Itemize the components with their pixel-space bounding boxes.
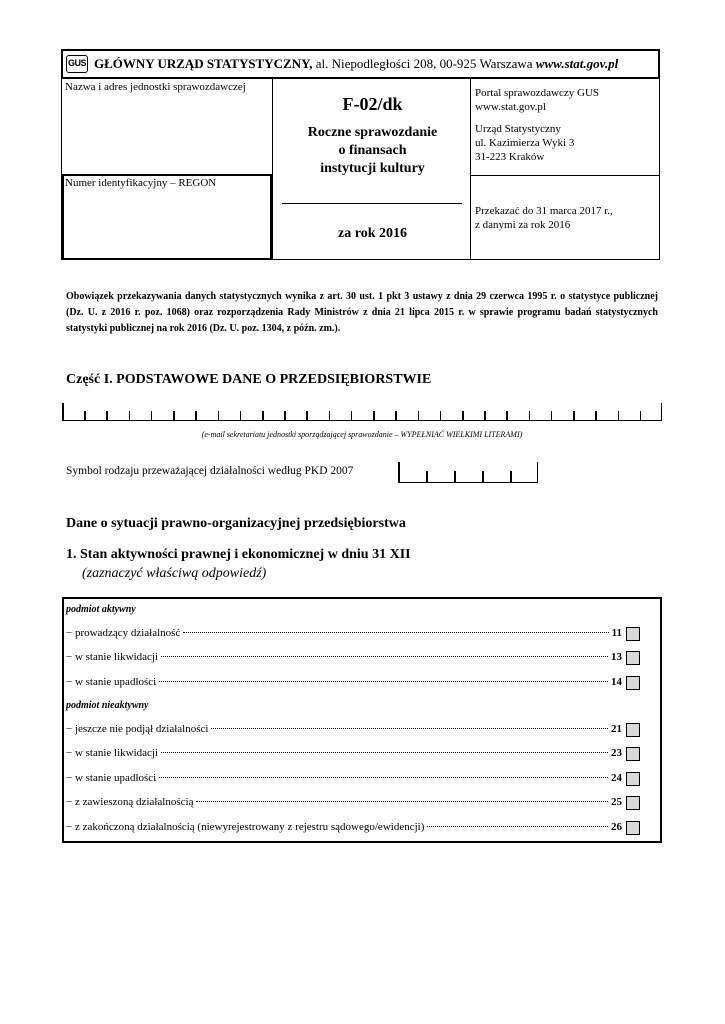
cell-divider (482, 471, 484, 482)
cell-divider (262, 411, 264, 420)
portal-name: Portal sprawozdawczy GUS (475, 87, 600, 99)
form-desc-line: Roczne sprawozdanie (307, 125, 438, 140)
option-row (66, 796, 622, 808)
cell-divider (240, 411, 242, 420)
dot-leader (159, 777, 608, 778)
part-1-title: Część I. PODSTAWOWE DANE O PRZEDSIĘBIORSTWIE (66, 372, 432, 387)
dot-leader (183, 632, 608, 633)
legal-basis-text: Obowiązek przekazywania danych statystycznych wynika z art. 30 ust. 1 pkt 3 ustawy z dnia 29 czerwca 1995 r. o statystyce publicznej (Dz. U. z 2016 r. poz. 1068) oraz rozporządzenia Rady Ministrów z dnia 21 lipca 2015 r. w sprawie programu badań statystycznych statystyki publicznej na rok 2016 (Dz. U. poz. 1304, z późn. zm.). (66, 291, 658, 334)
org-line (94, 56, 618, 72)
cell-divider (373, 411, 375, 420)
form-desc-line: o finansach (338, 143, 407, 158)
option-checkbox-26[interactable] (626, 821, 640, 835)
dot-leader (161, 752, 608, 753)
portal-url[interactable]: www.stat.gov.pl (475, 101, 546, 113)
regon-label: Numer identyfikacyjny – REGON (65, 177, 217, 189)
pkd-input-cells[interactable] (398, 462, 538, 483)
option-checkbox-24[interactable] (626, 772, 640, 786)
option-code: 25 (611, 796, 622, 808)
cell-divider (440, 411, 442, 420)
option-code: 11 (611, 627, 622, 639)
option-row (66, 747, 622, 759)
email-input-cells[interactable] (62, 403, 662, 421)
deadline-line: z danymi za rok 2016 (475, 219, 571, 231)
dot-leader (161, 656, 608, 657)
option-checkbox-14[interactable] (626, 676, 640, 690)
option-code: 26 (611, 821, 622, 833)
option-label: − w stanie upadłości (66, 676, 157, 688)
org-name: GŁÓWNY URZĄD STATYSTYCZNY, (94, 56, 313, 71)
option-row (66, 627, 622, 639)
gus-logo: GUS (66, 55, 88, 73)
group-label-active: podmiot aktywny (66, 604, 136, 615)
form-description (274, 124, 471, 178)
header-divider-3 (470, 175, 660, 176)
deadline-line: Przekazać do 31 marca 2017 r., (475, 205, 613, 217)
option-row (66, 723, 622, 735)
email-caption: (e-mail sekretariatu jednostki sporządzającej sprawozdanie – WYPEŁNIAĆ WIELKIMI LITERAMI) (201, 430, 523, 439)
dot-leader (211, 728, 608, 729)
option-checkbox-25[interactable] (626, 796, 640, 810)
cell-divider (595, 411, 597, 420)
cell-divider (151, 411, 153, 420)
section-title: Dane o sytuacji prawno-organizacyjnej przedsiębiorstwa (66, 516, 406, 531)
cell-divider (510, 471, 512, 482)
dot-leader (159, 681, 608, 682)
option-code: 14 (611, 676, 622, 688)
cell-divider (573, 411, 575, 420)
cell-divider (462, 411, 464, 420)
option-row (66, 772, 622, 784)
deadline-info (475, 204, 613, 232)
form-year: za rok 2016 (338, 226, 407, 241)
option-row (66, 821, 622, 833)
question-hint: (zaznaczyć właściwą odpowiedź) (82, 566, 267, 581)
option-label: − prowadzący działalność (66, 627, 181, 639)
cell-divider (329, 411, 331, 420)
cell-divider (395, 411, 397, 420)
cell-divider (551, 411, 553, 420)
cell-divider (426, 471, 428, 482)
office-city: 31-223 Kraków (475, 151, 545, 163)
header-divider-1 (272, 79, 273, 260)
cell-divider (484, 411, 486, 420)
option-code: 21 (611, 723, 622, 735)
option-code: 13 (611, 651, 622, 663)
cell-divider (284, 411, 286, 420)
portal-info (475, 86, 599, 114)
org-url[interactable]: www.stat.gov.pl (535, 56, 619, 71)
cell-divider (306, 411, 308, 420)
option-label: − w stanie likwidacji (66, 747, 159, 759)
option-checkbox-21[interactable] (626, 723, 640, 737)
dot-leader (427, 826, 608, 827)
cell-divider (195, 411, 197, 420)
cell-divider (618, 411, 620, 420)
cell-divider (62, 403, 64, 420)
unit-name-label: Nazwa i adres jednostki sprawozdawczej (65, 81, 246, 93)
cell-divider (218, 411, 220, 420)
cell-divider (84, 411, 86, 420)
option-checkbox-23[interactable] (626, 747, 640, 761)
title-separator (282, 203, 462, 204)
option-label: − w stanie upadłości (66, 772, 157, 784)
cell-divider (537, 462, 539, 482)
office-street: ul. Kazimierza Wyki 3 (475, 137, 575, 149)
cell-divider (529, 411, 531, 420)
cell-divider (351, 411, 353, 420)
group-label-inactive: podmiot nieaktywny (66, 700, 149, 711)
form-code: F-02/dk (342, 94, 403, 114)
option-label: − w stanie likwidacji (66, 651, 159, 663)
pkd-label: Symbol rodzaju przeważającej działalności według PKD 2007 (66, 465, 354, 477)
office-name: Urząd Statystyczny (475, 123, 561, 135)
option-checkbox-13[interactable] (626, 651, 640, 665)
question-title: 1. Stan aktywności prawnej i ekonomicznej w dniu 31 XII (66, 547, 411, 562)
cell-divider (129, 411, 131, 420)
org-address: al. Niepodległości 208, 00-925 Warszawa (312, 56, 536, 71)
option-label: − z zakończoną działalnością (niewyrejestrowany z rejestru sądowego/ewidencji) (66, 821, 425, 833)
cell-divider (640, 411, 642, 420)
option-row (66, 676, 622, 688)
cell-divider (173, 411, 175, 420)
cell-divider (398, 462, 400, 482)
cell-divider (454, 471, 456, 482)
cell-divider (418, 411, 420, 420)
office-info (475, 122, 574, 164)
option-code: 24 (611, 772, 622, 784)
option-checkbox-11[interactable] (626, 627, 640, 641)
option-label: − z zawieszoną działalnością (66, 796, 194, 808)
form-desc-line: instytucji kultury (320, 161, 425, 176)
dot-leader (196, 801, 608, 802)
cell-divider (661, 403, 663, 420)
option-row (66, 651, 622, 663)
option-label: − jeszcze nie podjął działalności (66, 723, 209, 735)
option-code: 23 (611, 747, 622, 759)
cell-divider (506, 411, 508, 420)
cell-divider (106, 411, 108, 420)
